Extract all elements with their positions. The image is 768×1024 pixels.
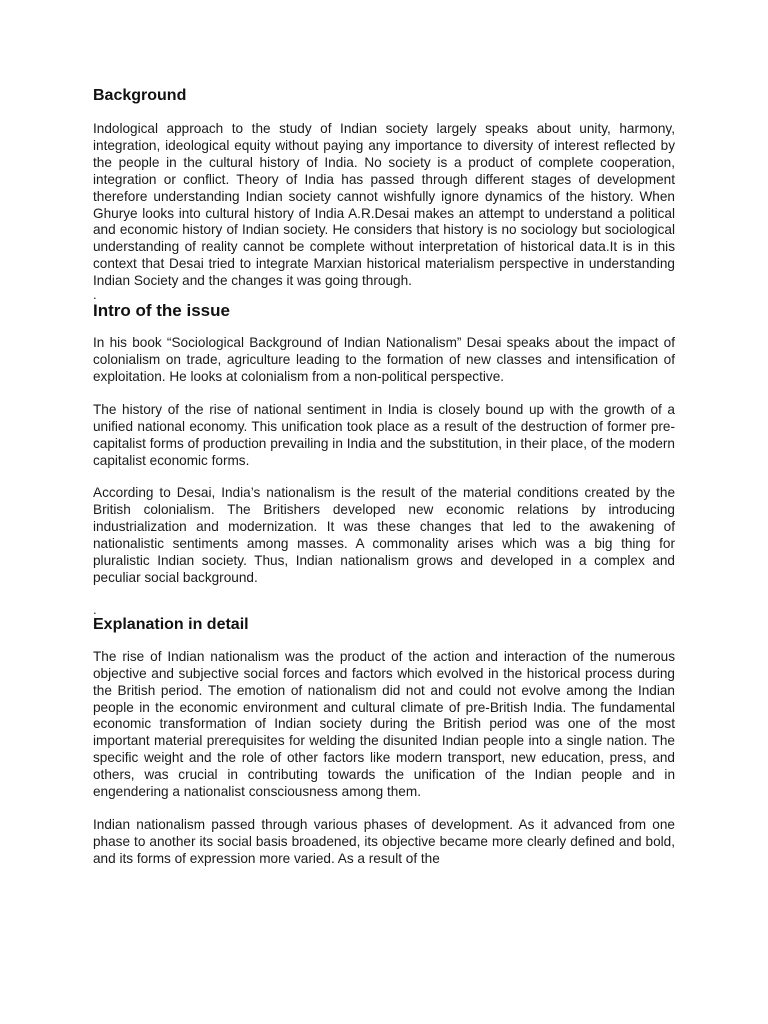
background-paragraph: Indological approach to the study of Indian society largely speaks about unity, harmony, integration, ideological equity without paying any importance to diversity of interest reflected by the people in the cultural history of India. No society is a product of complete cooperation, integration or conflict. Theory of India has passed through different stages of development therefore understanding Indian society cannot wishfully ignore dynamics of the history. When Ghurye looks into cultural history of India A.R.Desai makes an attempt to understand a political and economic history of Indian society. He considers that history is no sociology but sociological understanding of reality cannot be complete without interpretation of historical data.It is in this context that Desai tried to integrate Marxian historical materialism perspective in understanding Indian Society and the changes it was going through. (93, 121, 675, 289)
document-page (93, 86, 675, 868)
heading-explanation-in-detail: Explanation in detail (93, 615, 249, 633)
background-trailing-mark: . (93, 287, 97, 303)
heading-intro-of-the-issue: Intro of the issue (93, 301, 230, 321)
intro-trailing-mark: . (93, 601, 97, 617)
intro-paragraph-1: In his book “Sociological Background of Indian Nationalism” Desai speaks about the impact of colonialism on trade, agriculture leading to the formation of new classes and intensification of exploitation. He looks at colonialism from a non-political perspective. (93, 335, 675, 384)
intro-paragraph-2: The history of the rise of national sentiment in India is closely bound up with the growth of a unified national economy. This unification took place as a result of the destruction of former pre-capitalist forms of production prevailing in India and the substitution, in their place, of the modern capitalist economic forms. (93, 401, 675, 468)
explanation-paragraph-1: The rise of Indian nationalism was the product of the action and interaction of the numerous objective and subjective social forces and factors which evolved in the historical process during the British period. The emotion of nationalism did not and could not evolve among the Indian people in the economic environment and cultural climate of pre-British India. The fundamental economic transformation of Indian society during the British period was one of the most important material prerequisites for welding the disunited Indian people into a single nation. The specific weight and the role of other factors like modern transport, new education, press, and others, was crucial in contributing towards the unification of the Indian people and in engendering a nationalist consciousness among them. (93, 648, 675, 800)
explanation-paragraph-2: Indian nationalism passed through various phases of development. As it advanced from one phase to another its social basis broadened, its objective became more clearly defined and bold, and its forms of expression more varied. As a result of the (93, 817, 675, 866)
intro-paragraph-3: According to Desai, India’s nationalism is the result of the material conditions created by the British colonialism. The Britishers developed new economic relations by introducing industrialization and modernization. It was these changes that led to the awakening of nationalistic sentiments among masses. A commonality arises which was a big thing for pluralistic Indian society. Thus, Indian nationalism grows and developed in a complex and peculiar social background. (93, 485, 675, 585)
heading-background: Background (93, 87, 187, 104)
